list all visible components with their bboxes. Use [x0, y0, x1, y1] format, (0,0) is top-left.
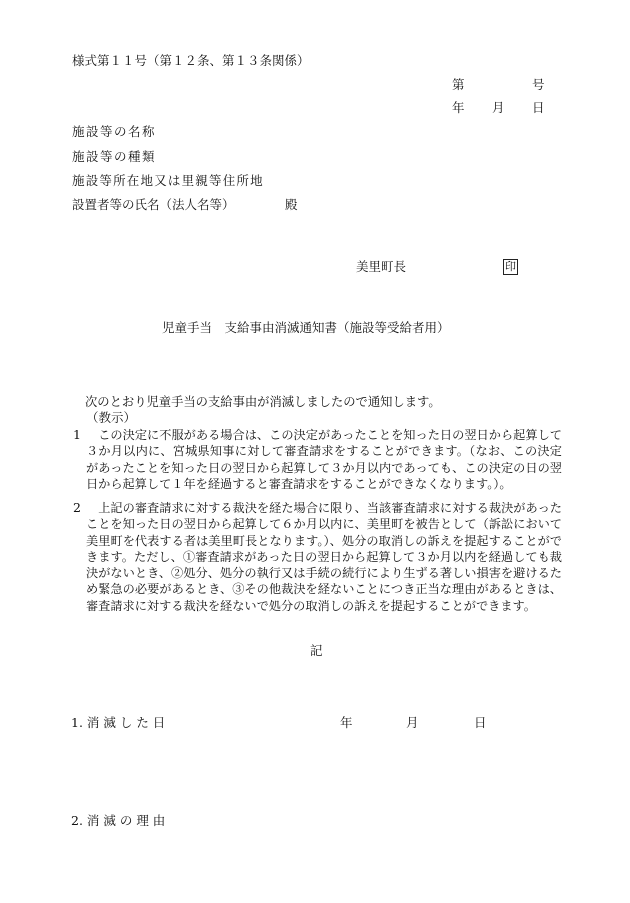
- issuer-title: 美里町長: [356, 259, 407, 274]
- ki-marker: 記: [310, 643, 323, 658]
- instruction-1-text: この決定に不服がある場合は、この決定があったことを知った日の翌日から起算して３か月以内に、宮城県知事に対して審査請求をすることができます。（なお、この決定があったことを知った日の翌日から起算して３か月以内であっても、この決定の日の翌日から起算して１年を経過すると審査請求をすることができなくなります。）。: [86, 428, 562, 491]
- date-year: 年: [452, 100, 465, 115]
- facility-type-label: 施設等の種類: [72, 149, 157, 164]
- extinction-reason-label: 2. 消 滅 の 理 由: [71, 813, 166, 828]
- intro-text: 次のとおり児童手当の支給事由が消滅しましたので通知します。: [85, 395, 441, 409]
- facility-address-label: 施設等所在地又は里親等住所地: [72, 173, 264, 188]
- instruction-2-text: 上記の審査請求に対する裁決を経た場合に限り、当該審査請求に対する裁決があったことを知った日の翌日から起算して６か月以内に、美里町を被告として（訴訟において美里町を代表する者は美里町長となります。）、処分の取消しの訴えを提起することができます。ただし、①審査請求があった日の翌日から起算して３か月以内を経過しても裁決がないとき、②処分、処分の執行又は手続の続行により生ずる著しい損害を避けるため緊急の必要があるとき、③その他裁決を経ないことにつき正当な理由があるときは、審査請求に対する裁決を経ないで処分の取消しの訴えを提起することができます。: [86, 501, 562, 613]
- doc-number-prefix: 第: [452, 77, 465, 92]
- instruction-1-number: 1: [73, 427, 81, 442]
- facility-name-label: 施設等の名称: [72, 124, 157, 139]
- doc-number-suffix: 号: [532, 77, 545, 92]
- date-month: 月: [492, 100, 505, 115]
- extinction-date-year: 年: [340, 715, 353, 730]
- doc-title: 児童手当 支給事由消滅通知書（施設等受給者用）: [162, 320, 450, 335]
- instruction-label: （教示）: [86, 410, 137, 425]
- honorific: 殿: [285, 197, 298, 212]
- operator-name-label: 設置者等の氏名（法人名等）: [72, 197, 235, 212]
- instruction-2-number: 2: [73, 500, 81, 515]
- extinction-date-label: 1. 消 滅 し た 日: [71, 715, 166, 730]
- form-number: 様式第１１号（第１２条、第１３条関係）: [72, 53, 310, 68]
- date-day: 日: [532, 100, 545, 115]
- extinction-date-day: 日: [474, 715, 487, 730]
- extinction-date-month: 月: [406, 715, 419, 730]
- seal-box: 印: [505, 260, 516, 273]
